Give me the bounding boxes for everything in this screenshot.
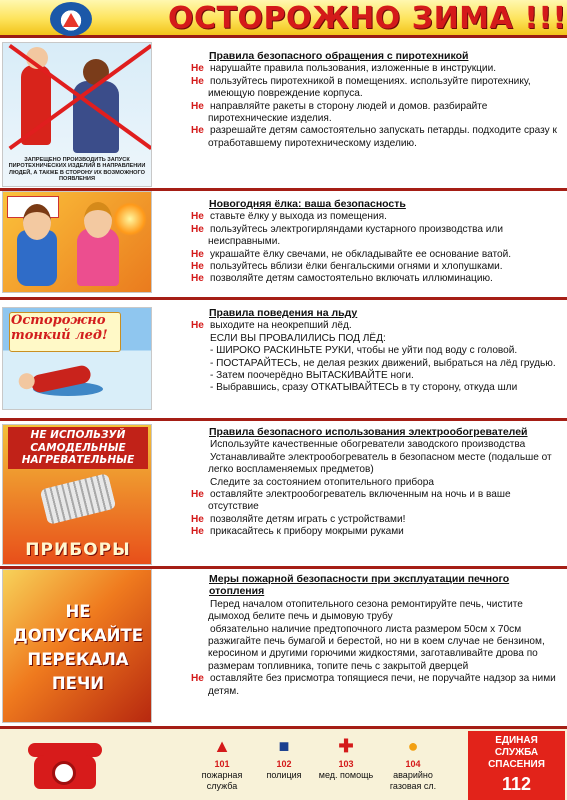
pyrotechnics-illustration [2,42,152,187]
rule-item: Не оставляйте без присмотра топящиеся печи, не поручайте надзор за ними детям. [191,673,556,697]
section-heading: Правила безопасного обращения с пиротехникой [209,50,469,62]
emergency-footer [0,726,567,800]
info-line: Устанавливайте электрообогреватель в безопасном месте (подальше от легко воспламеняемых предметов) [208,451,552,476]
service-fire: ▲ 101 пожарная служба [201,736,243,791]
image-warning-text: НЕ ДОПУСКАЙТЕ ПЕРЕКАЛА ПЕЧИ [13,602,143,693]
rule-item: Не позволяйте детям играть с устройствами! [191,513,406,525]
rule-item: Не украшайте ёлку свечами, не обкладывайте ее основание ватой. [191,248,512,260]
rule-item: Не пользуйтесь пиротехникой в помещениях. используйте пиротехнику, имеющую повреждение корпуса. [191,75,531,100]
info-line: ЕСЛИ ВЫ ПРОВАЛИЛИСЬ ПОД ЛЁД: [210,332,386,344]
pyrotechnics-rules [191,50,563,150]
section-divider [0,297,567,300]
section-heading: Новогодняя ёлка: ваша безопасность [209,198,406,210]
section-heading: Правила безопасного использования электрообогревателей [209,426,528,438]
rule-item: Не оставляйте электрообогреватель включенным на ночь и в ваше отсутствие [191,489,511,513]
info-line: - ПОСТАРАЙТЕСЬ, не делая резких движений, выбраться на лёд грудью. [210,357,556,369]
image-footer-text: ПРИБОРЫ [25,540,131,560]
heater-icon [40,473,117,525]
image-caption: ЗАПРЕЩЕНО ПРОИЗВОДИТЬ ЗАПУСК ПИРОТЕХНИЧЕСКИХ ИЗДЕЛИЙ В НАПРАВЛЕНИИ ЛЮДЕЙ, А ТАКЖЕ В СТОРОНУ ИХ ВОЗМОЖНОГО ПОЯВЛЕНИЯ [8,156,146,183]
ice-rules [191,307,563,395]
section-heading: Правила поведения на льду [209,307,358,319]
info-line: Перед началом отопительного сезона ремонтируйте печь, чистите дымоход белите печь и дымовую трубу [208,598,523,623]
rule-item: Не позволяйте детям самостоятельно включать иллюминацию. [191,273,493,285]
stove-rules [191,573,563,698]
unified-rescue-service-box: ЕДИНАЯ СЛУЖБА СПАСЕНИЯ 112 [468,731,565,800]
info-line: Используйте качественные обогреватели заводского производства [210,439,526,451]
girl-figure [77,228,119,286]
rule-item: Не выходите на неокрепший лёд. [191,320,352,332]
service-medical: ✚ 103 мед. помощь [318,736,374,780]
page-header [0,0,567,38]
rule-item: Не разрешайте детям самостоятельно запускать петарды. подходите сразу к отработавшему пиротехническому изделию. [191,125,557,149]
rule-item: Не направляйте ракеты в сторону людей и домов. разбирайте пиротехнические изделия. [191,100,488,125]
service-gas: ● 104 аварийно газовая сл. [389,736,437,791]
sparkler-icon [113,202,147,236]
medical-cross-icon: ✚ [338,736,354,756]
new-year-tree-illustration [2,191,152,293]
mchs-emblem-icon [50,2,92,36]
sign-text: Осторожно тонкий лед! [11,313,108,343]
info-line: обязательно наличие предтопочного листа размером 50см х 70см разжигайте печь бумагой и берестой, но ни в коем случае не бензином, керосином и другими горючими жидкостями, заготавливайте дрова по размерам топливника, топите печь с закрытой дверцей [208,623,545,672]
rule-item: Не пользуйтесь вблизи ёлки бенгальскими огнями и хлопушками. [191,261,503,273]
info-line: Следите за состоянием отопительного прибора [210,476,435,488]
stove-fire-illustration [2,569,152,723]
boy-figure [17,230,57,286]
gas-icon: ● [407,736,419,756]
rule-item: Не ставьте ёлку у выхода из помещения. [191,211,387,223]
service-police: ■ 102 полиция [266,736,302,780]
emergency-number: 112 [501,774,532,794]
rule-item: Не нарушайте правила пользования, изложенные в инструкции. [191,63,497,75]
thin-ice-illustration [2,307,152,410]
fire-icon: ▲ [213,736,231,756]
image-headline: НЕ ИСПОЛЬЗУЙ САМОДЕЛЬНЫЕ НАГРЕВАТЕЛЬНЫЕ [8,427,148,469]
telephone-icon [28,741,100,791]
heaters-illustration [2,424,152,565]
rule-item: Не пользуйтесь электрогирляндами кустарного производства или неисправными. [191,223,503,248]
info-line: - Выбравшись, сразу ОТКАТЫВАЙТЕСЬ в ту сторону, откуда шли [210,382,518,394]
heater-rules [191,426,563,539]
police-car-icon: ■ [278,736,290,756]
page-title: ОСТОРОЖНО ЗИМА !!! [168,1,567,36]
info-line: - ШИРОКО РАСКИНЬТЕ РУКИ, чтобы не уйти под воду с головой. [210,345,518,357]
rule-item: Не прикасайтесь к прибору мокрыми руками [191,526,404,538]
tree-rules [191,198,563,286]
section-divider [0,418,567,421]
section-heading: Меры пожарной безопасности при эксплуатации печного отопления [209,573,510,598]
info-line: - Затем поочерёдно ВЫТАСКИВАЙТЕ ноги. [210,370,414,382]
